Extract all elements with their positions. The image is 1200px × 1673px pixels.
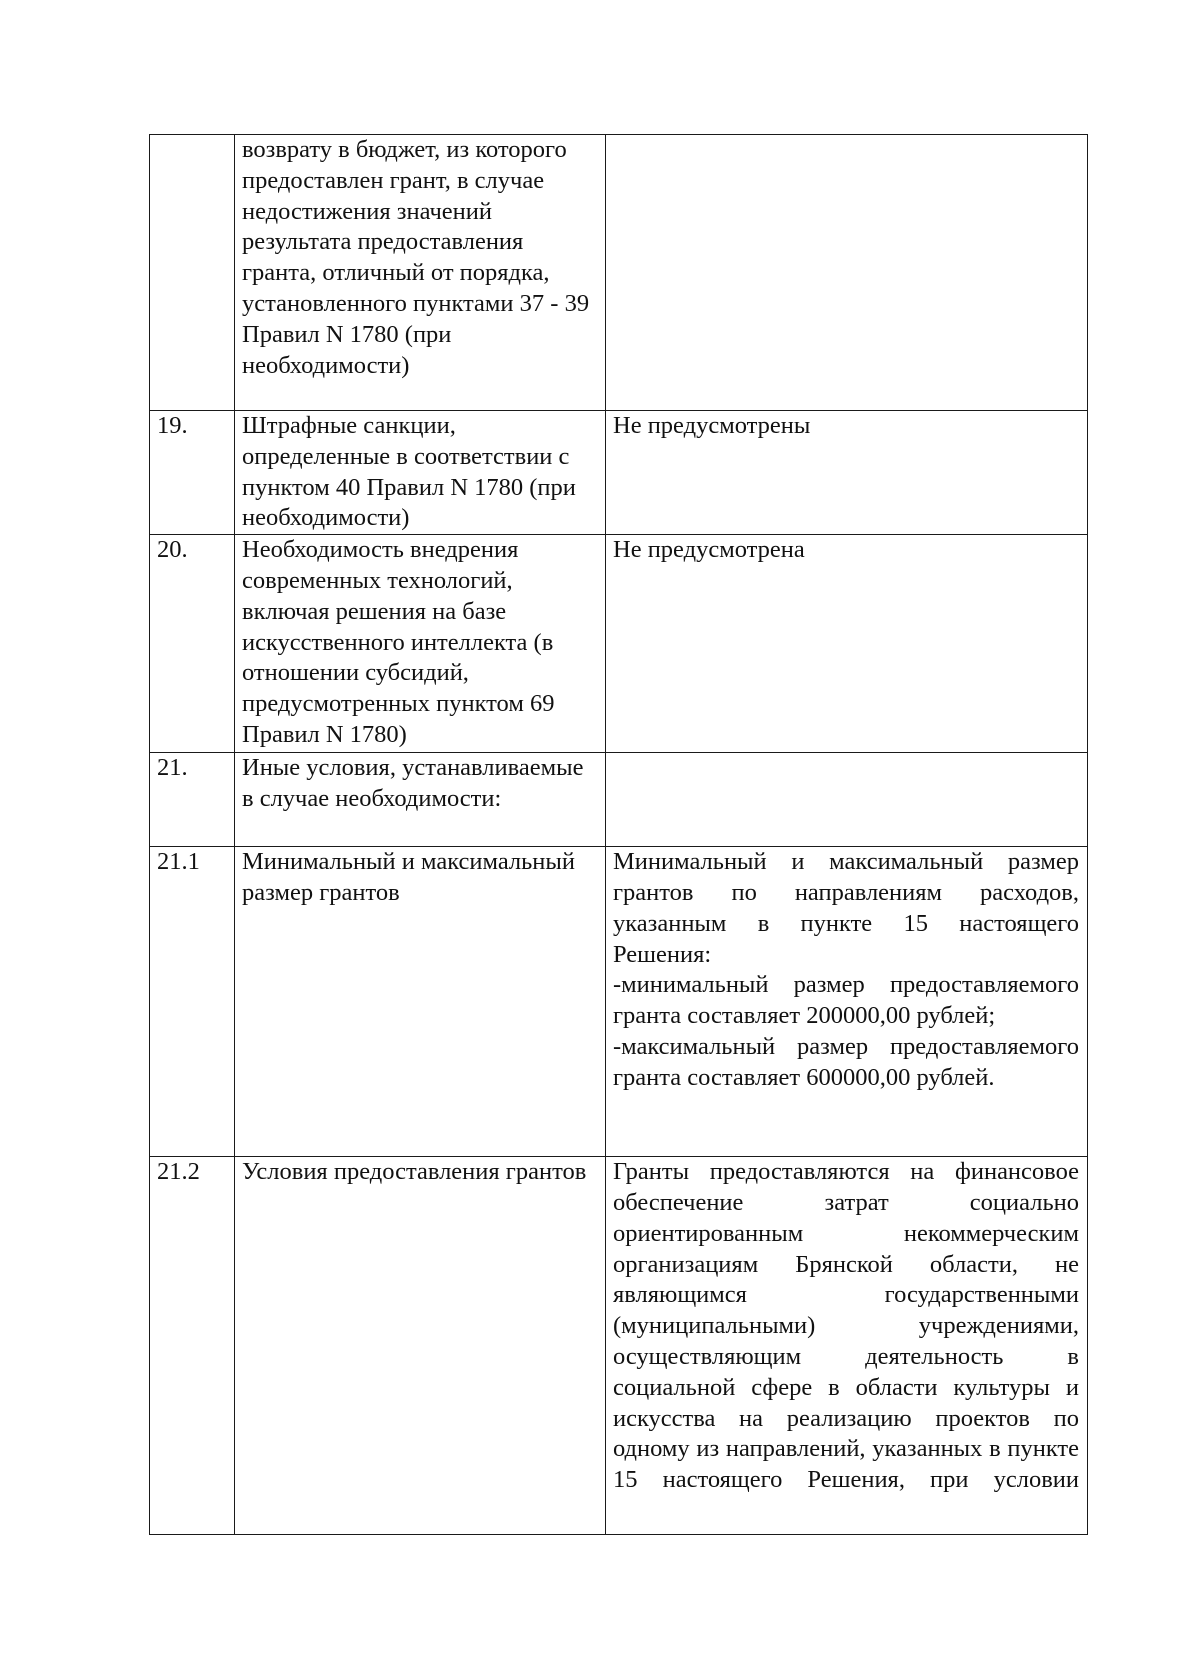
table-row	[150, 753, 1088, 847]
row-value: Не предусмотрены	[606, 411, 1088, 535]
row-value	[606, 135, 1088, 411]
row-name: Штрафные санкции, определенные в соответствии с пунктом 40 Правил N 1780 (при необходимости)	[235, 411, 606, 535]
conditions-table	[149, 134, 1088, 1535]
table-row	[150, 1157, 1088, 1535]
row-name: Необходимость внедрения современных технологий, включая решения на базе искусственного интеллекта (в отношении субсидий, предусмотренных пунктом 69 Правил N 1780)	[235, 535, 606, 753]
table-row	[150, 411, 1088, 535]
row-name: возврату в бюджет, из которого предоставлен грант, в случае недостижения значений результата предоставления гранта, отличный от порядка, установленного пунктами 37 - 39 Правил N 1780 (при необходимости)	[235, 135, 606, 411]
value-paragraph: Минимальный и максимальный размер грантов по направлениям расходов, указанным в пункте 15 настоящего Решения:	[613, 848, 1079, 968]
row-number: 21.2	[150, 1157, 235, 1535]
row-number: 20.	[150, 535, 235, 753]
value-paragraph: -минимальный размер предоставляемого гранта составляет 200000,00 рублей;	[613, 971, 1079, 1030]
row-number	[150, 135, 235, 411]
row-name: Минимальный и максимальный размер грантов	[235, 847, 606, 1157]
table-row	[150, 535, 1088, 753]
row-value	[606, 753, 1088, 847]
row-number: 19.	[150, 411, 235, 535]
row-number: 21.1	[150, 847, 235, 1157]
row-value: Не предусмотрена	[606, 535, 1088, 753]
table-row	[150, 847, 1088, 1157]
row-name: Иные условия, устанавливаемые в случае необходимости:	[235, 753, 606, 847]
row-value: Гранты предоставляются на финансовое обеспечение затрат социально ориентированным некоммерческим организациям Брянской области, не являющимся государственными (муниципальными) учреждениями, осуществляющим деятельность в социальной сфере в области культуры и искусства на реализацию проектов по одному из направлений, указанных в пункте 15 настоящего Решения, при условии	[606, 1157, 1088, 1535]
row-value	[606, 847, 1088, 1157]
value-paragraph: -максимальный размер предоставляемого гранта составляет 600000,00 рублей.	[613, 1032, 1079, 1091]
table-row	[150, 135, 1088, 411]
row-name: Условия предоставления грантов	[235, 1157, 606, 1535]
row-number: 21.	[150, 753, 235, 847]
